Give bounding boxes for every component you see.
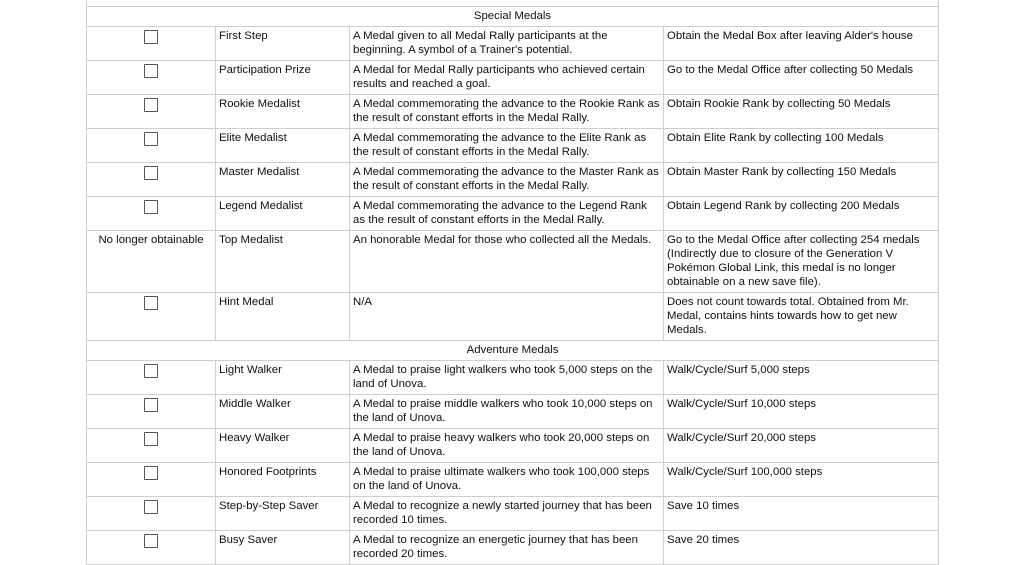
medal-description-cell: N/A [350,293,664,341]
medal-name-cell: Honored Footprints [216,463,350,497]
medal-description-cell: A Medal to praise light walkers who took 5,000 steps on the land of Unova. [350,361,664,395]
status-cell [87,197,216,231]
obtained-checkbox[interactable] [144,132,158,146]
medal-how-to-obtain-cell: Go to the Medal Office after collecting 254 medals (Indirectly due to closure of the Generation V Pokémon Global Link, this medal is no longer obtainable on a new save file). [664,231,939,293]
status-label: No longer obtainable [98,234,204,246]
medal-how-to-obtain-cell: Obtain the Medal Box after leaving Alder's house [664,27,939,61]
section-header-row [87,341,939,361]
status-cell [87,61,216,95]
medal-how-to-obtain-cell: Walk/Cycle/Surf 20,000 steps [664,429,939,463]
medal-description-cell: An honorable Medal for those who collected all the Medals. [350,231,664,293]
status-cell [87,463,216,497]
medal-row [87,293,939,341]
medal-name-cell: Heavy Walker [216,429,350,463]
medal-row [87,61,939,95]
status-cell [87,27,216,61]
medal-name-cell: Master Medalist [216,163,350,197]
medal-how-to-obtain-cell: Go to the Medal Office after collecting 50 Medals [664,61,939,95]
obtained-checkbox[interactable] [144,466,158,480]
obtained-checkbox[interactable] [144,534,158,548]
medal-description-cell: A Medal commemorating the advance to the Rookie Rank as the result of constant efforts in the Medal Rally. [350,95,664,129]
medal-row [87,429,939,463]
medal-description-cell: A Medal commemorating the advance to the Legend Rank as the result of constant efforts in the Medal Rally. [350,197,664,231]
medal-how-to-obtain-cell: Obtain Master Rank by collecting 150 Medals [664,163,939,197]
medal-how-to-obtain-cell: Save 10 times [664,497,939,531]
obtained-checkbox[interactable] [144,30,158,44]
status-cell [87,95,216,129]
obtained-checkbox[interactable] [144,500,158,514]
medal-description-cell: A Medal to praise heavy walkers who took 20,000 steps on the land of Unova. [350,429,664,463]
medal-description-cell: A Medal commemorating the advance to the Master Rank as the result of constant efforts in the Medal Rally. [350,163,664,197]
medal-row [87,395,939,429]
section-title: Adventure Medals [87,341,939,361]
section-header-row [87,7,939,27]
status-cell [87,361,216,395]
medal-how-to-obtain-cell: Obtain Rookie Rank by collecting 50 Medals [664,95,939,129]
status-cell [87,231,216,293]
medal-row [87,463,939,497]
medal-name-cell: Rookie Medalist [216,95,350,129]
medal-how-to-obtain-cell: Walk/Cycle/Surf 100,000 steps [664,463,939,497]
section-title: Special Medals [87,7,939,27]
medal-row [87,197,939,231]
medal-name-cell: Top Medalist [216,231,350,293]
status-cell [87,531,216,565]
medal-table-body [87,0,939,565]
status-cell [87,163,216,197]
medal-how-to-obtain-cell: Walk/Cycle/Surf 10,000 steps [664,395,939,429]
obtained-checkbox[interactable] [144,166,158,180]
medal-name-cell: Elite Medalist [216,129,350,163]
obtained-checkbox[interactable] [144,398,158,412]
status-cell [87,129,216,163]
medal-checklist-table [86,0,939,565]
medal-row [87,163,939,197]
medal-row [87,231,939,293]
obtained-checkbox[interactable] [144,432,158,446]
medal-description-cell: A Medal to recognize an energetic journey that has been recorded 20 times. [350,531,664,565]
medal-name-cell: Busy Saver [216,531,350,565]
medal-description-cell: A Medal commemorating the advance to the Elite Rank as the result of constant efforts in the Medal Rally. [350,129,664,163]
medal-name-cell: Step-by-Step Saver [216,497,350,531]
medal-name-cell: First Step [216,27,350,61]
medal-row [87,497,939,531]
medal-description-cell: A Medal to praise middle walkers who took 10,000 steps on the land of Unova. [350,395,664,429]
medal-how-to-obtain-cell: Save 20 times [664,531,939,565]
medal-name-cell: Middle Walker [216,395,350,429]
obtained-checkbox[interactable] [144,296,158,310]
status-cell [87,497,216,531]
medal-name-cell: Legend Medalist [216,197,350,231]
medal-row [87,27,939,61]
medal-how-to-obtain-cell: Walk/Cycle/Surf 5,000 steps [664,361,939,395]
medal-row [87,361,939,395]
medal-how-to-obtain-cell: Obtain Legend Rank by collecting 200 Medals [664,197,939,231]
medal-name-cell: Participation Prize [216,61,350,95]
obtained-checkbox[interactable] [144,200,158,214]
medal-how-to-obtain-cell: Obtain Elite Rank by collecting 100 Medals [664,129,939,163]
medal-name-cell: Hint Medal [216,293,350,341]
status-cell [87,293,216,341]
medal-row [87,95,939,129]
status-cell [87,395,216,429]
medal-description-cell: A Medal to praise ultimate walkers who took 100,000 steps on the land of Unova. [350,463,664,497]
medal-row [87,129,939,163]
status-cell [87,429,216,463]
medal-description-cell: A Medal to recognize a newly started journey that has been recorded 10 times. [350,497,664,531]
obtained-checkbox[interactable] [144,64,158,78]
medal-how-to-obtain-cell: Does not count towards total. Obtained from Mr. Medal, contains hints towards how to get new Medals. [664,293,939,341]
medal-description-cell: A Medal given to all Medal Rally participants at the beginning. A symbol of a Trainer's potential. [350,27,664,61]
obtained-checkbox[interactable] [144,364,158,378]
medal-row [87,531,939,565]
obtained-checkbox[interactable] [144,98,158,112]
medal-name-cell: Light Walker [216,361,350,395]
medal-description-cell: A Medal for Medal Rally participants who achieved certain results and reached a goal. [350,61,664,95]
